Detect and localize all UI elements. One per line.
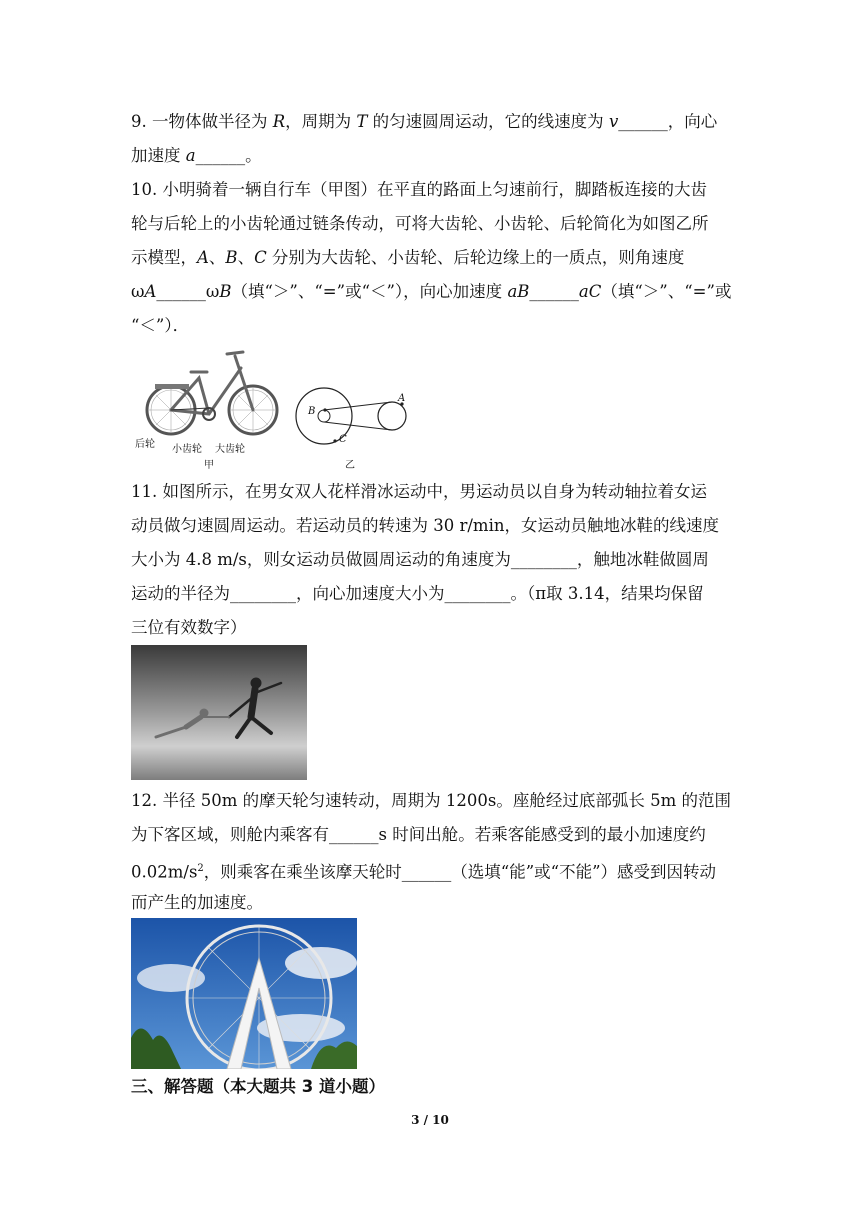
ferris-wheel-photo [131,918,357,1069]
big-gear-label: 大齿轮 [215,444,245,455]
q12-line-1: 12. 半径 50m 的摩天轮匀速转动，周期为 1200s。座舱经过底部弧长 5m 的范围 [131,791,731,810]
q10-line-5: “＜”）． [131,316,190,335]
q11-line-1: 11. 如图所示，在男女双人花样滑冰运动中，男运动员以自身为转动轴拉着女运 [131,482,707,501]
page-number: 3 / 10 [411,1113,449,1127]
point-b-label: B [308,406,316,417]
q11-line-3: 大小为 4.8 m/s，则女运动员做圆周运动的角速度为________，触地冰鞋做圆周 [131,550,709,569]
section-heading: 三、解答题（本大题共 3 道小题） [131,1077,385,1096]
q12-line-3: $0.02m/s^2$，则乘客在乘坐该摩天轮时______（选填“能”或“不能”）感受到因转动 [131,862,717,882]
q9-line-2: 加速度 a______。 [131,146,262,165]
q11-line-4: 运动的半径为________，向心加速度大小为________。（π取 3.14，结果均保留 [131,584,704,603]
small-gear-label: 小齿轮 [172,444,202,455]
q11-line-2: 动员做匀速圆周运动。若运动员的转速为 30 r/min，女运动员触地冰鞋的线速度 [131,516,719,535]
q10-line-1: 10. 小明骑着一辆自行车（甲图）在平直的路面上匀速前行，脚踏板连接的大齿 [131,180,707,199]
q10-line-2: 轮与后轮上的小齿轮通过链条传动，可将大齿轮、小齿轮、后轮简化为如图乙所 [131,214,709,233]
point-a-label: A [398,393,406,404]
q9-line-1: 9. 一物体做半径为 R，周期为 T 的匀速圆周运动，它的线速度为 v______，向心 [131,112,718,131]
figure-skating-photo [131,645,307,780]
rear-wheel-label: 后轮 [135,439,155,450]
gear-model-figure [292,384,412,454]
q10-line-4: ωA______ωB（填“＞”、“=”或“＜”），向心加速度 aB______aC（填“＞”、“=”或 [131,282,732,301]
q12-line-4: 而产生的加速度。 [131,893,263,912]
figure-jia-caption: 甲 [204,460,214,471]
q10-line-3: 示模型，A、B、C 分别为大齿轮、小齿轮、后轮边缘上的一质点，则角速度 [131,248,685,267]
figure-yi-caption: 乙 [345,460,355,471]
q11-line-5: 三位有效数字） [131,618,247,637]
bicycle-figure [131,348,291,448]
point-c-label: C [339,434,347,445]
q12-line-2: 为下客区域，则舱内乘客有______s 时间出舱。若乘客能感受到的最小加速度约 [131,825,706,844]
